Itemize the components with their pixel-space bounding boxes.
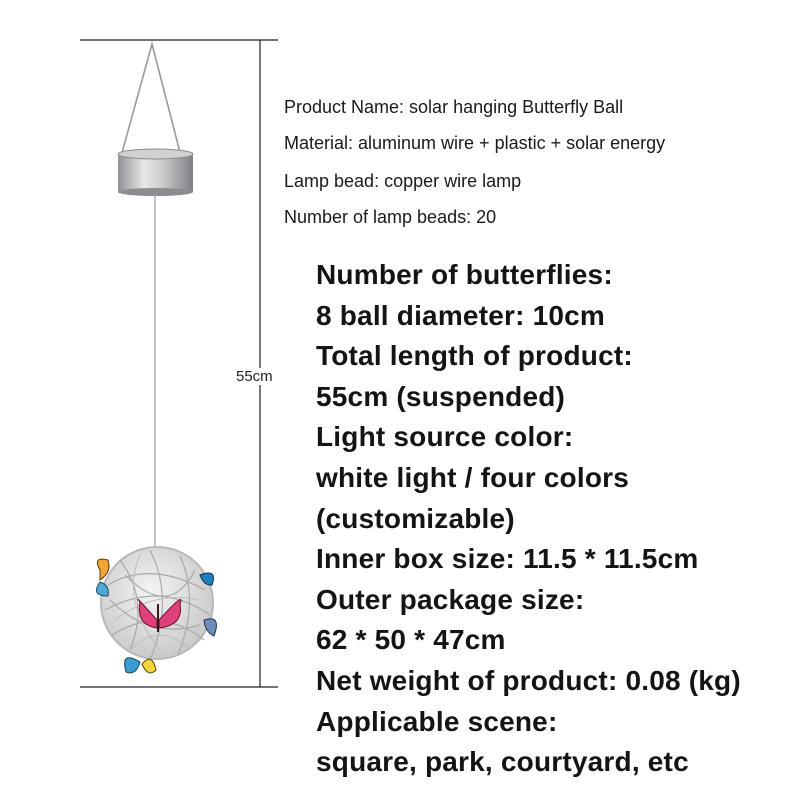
spec-line: white light / four colors	[316, 461, 629, 493]
spec-line: Outer package size:	[316, 583, 585, 615]
spec-line: Total length of product:	[316, 340, 633, 372]
spec-line: 62 * 50 * 47cm	[316, 624, 506, 656]
spec-line: square, park, courtyard, etc	[316, 746, 689, 778]
spec-material: Material: aluminum wire + plastic + solar energy	[284, 133, 666, 153]
dimension-label: 55cm	[236, 368, 273, 385]
spec-lamp-bead-count: Number of lamp beads: 20	[284, 207, 497, 227]
spec-line: Light source color:	[316, 421, 574, 453]
spec-list	[316, 255, 741, 783]
spec-line: Net weight of product: 0.08 (kg)	[316, 664, 741, 696]
spec-lamp-bead: Lamp bead: copper wire lamp	[284, 171, 522, 191]
spec-line: Number of butterflies:	[316, 259, 613, 290]
hanging-cord	[120, 44, 182, 160]
butterfly-blue-bottom	[125, 658, 156, 673]
spec-line: (customizable)	[316, 502, 515, 534]
spec-line: 8 ball diameter: 10cm	[316, 299, 605, 331]
wire-ball	[101, 547, 213, 660]
spec-line: Applicable scene:	[316, 705, 558, 737]
solar-panel-cap	[118, 149, 193, 196]
product-illustration	[0, 0, 300, 800]
spec-line: 55cm (suspended)	[316, 380, 566, 412]
spec-product-name: Product Name: solar hanging Butterfly Ball	[284, 97, 624, 117]
spec-line: Inner box size: 11.5 * 11.5cm	[316, 543, 699, 575]
